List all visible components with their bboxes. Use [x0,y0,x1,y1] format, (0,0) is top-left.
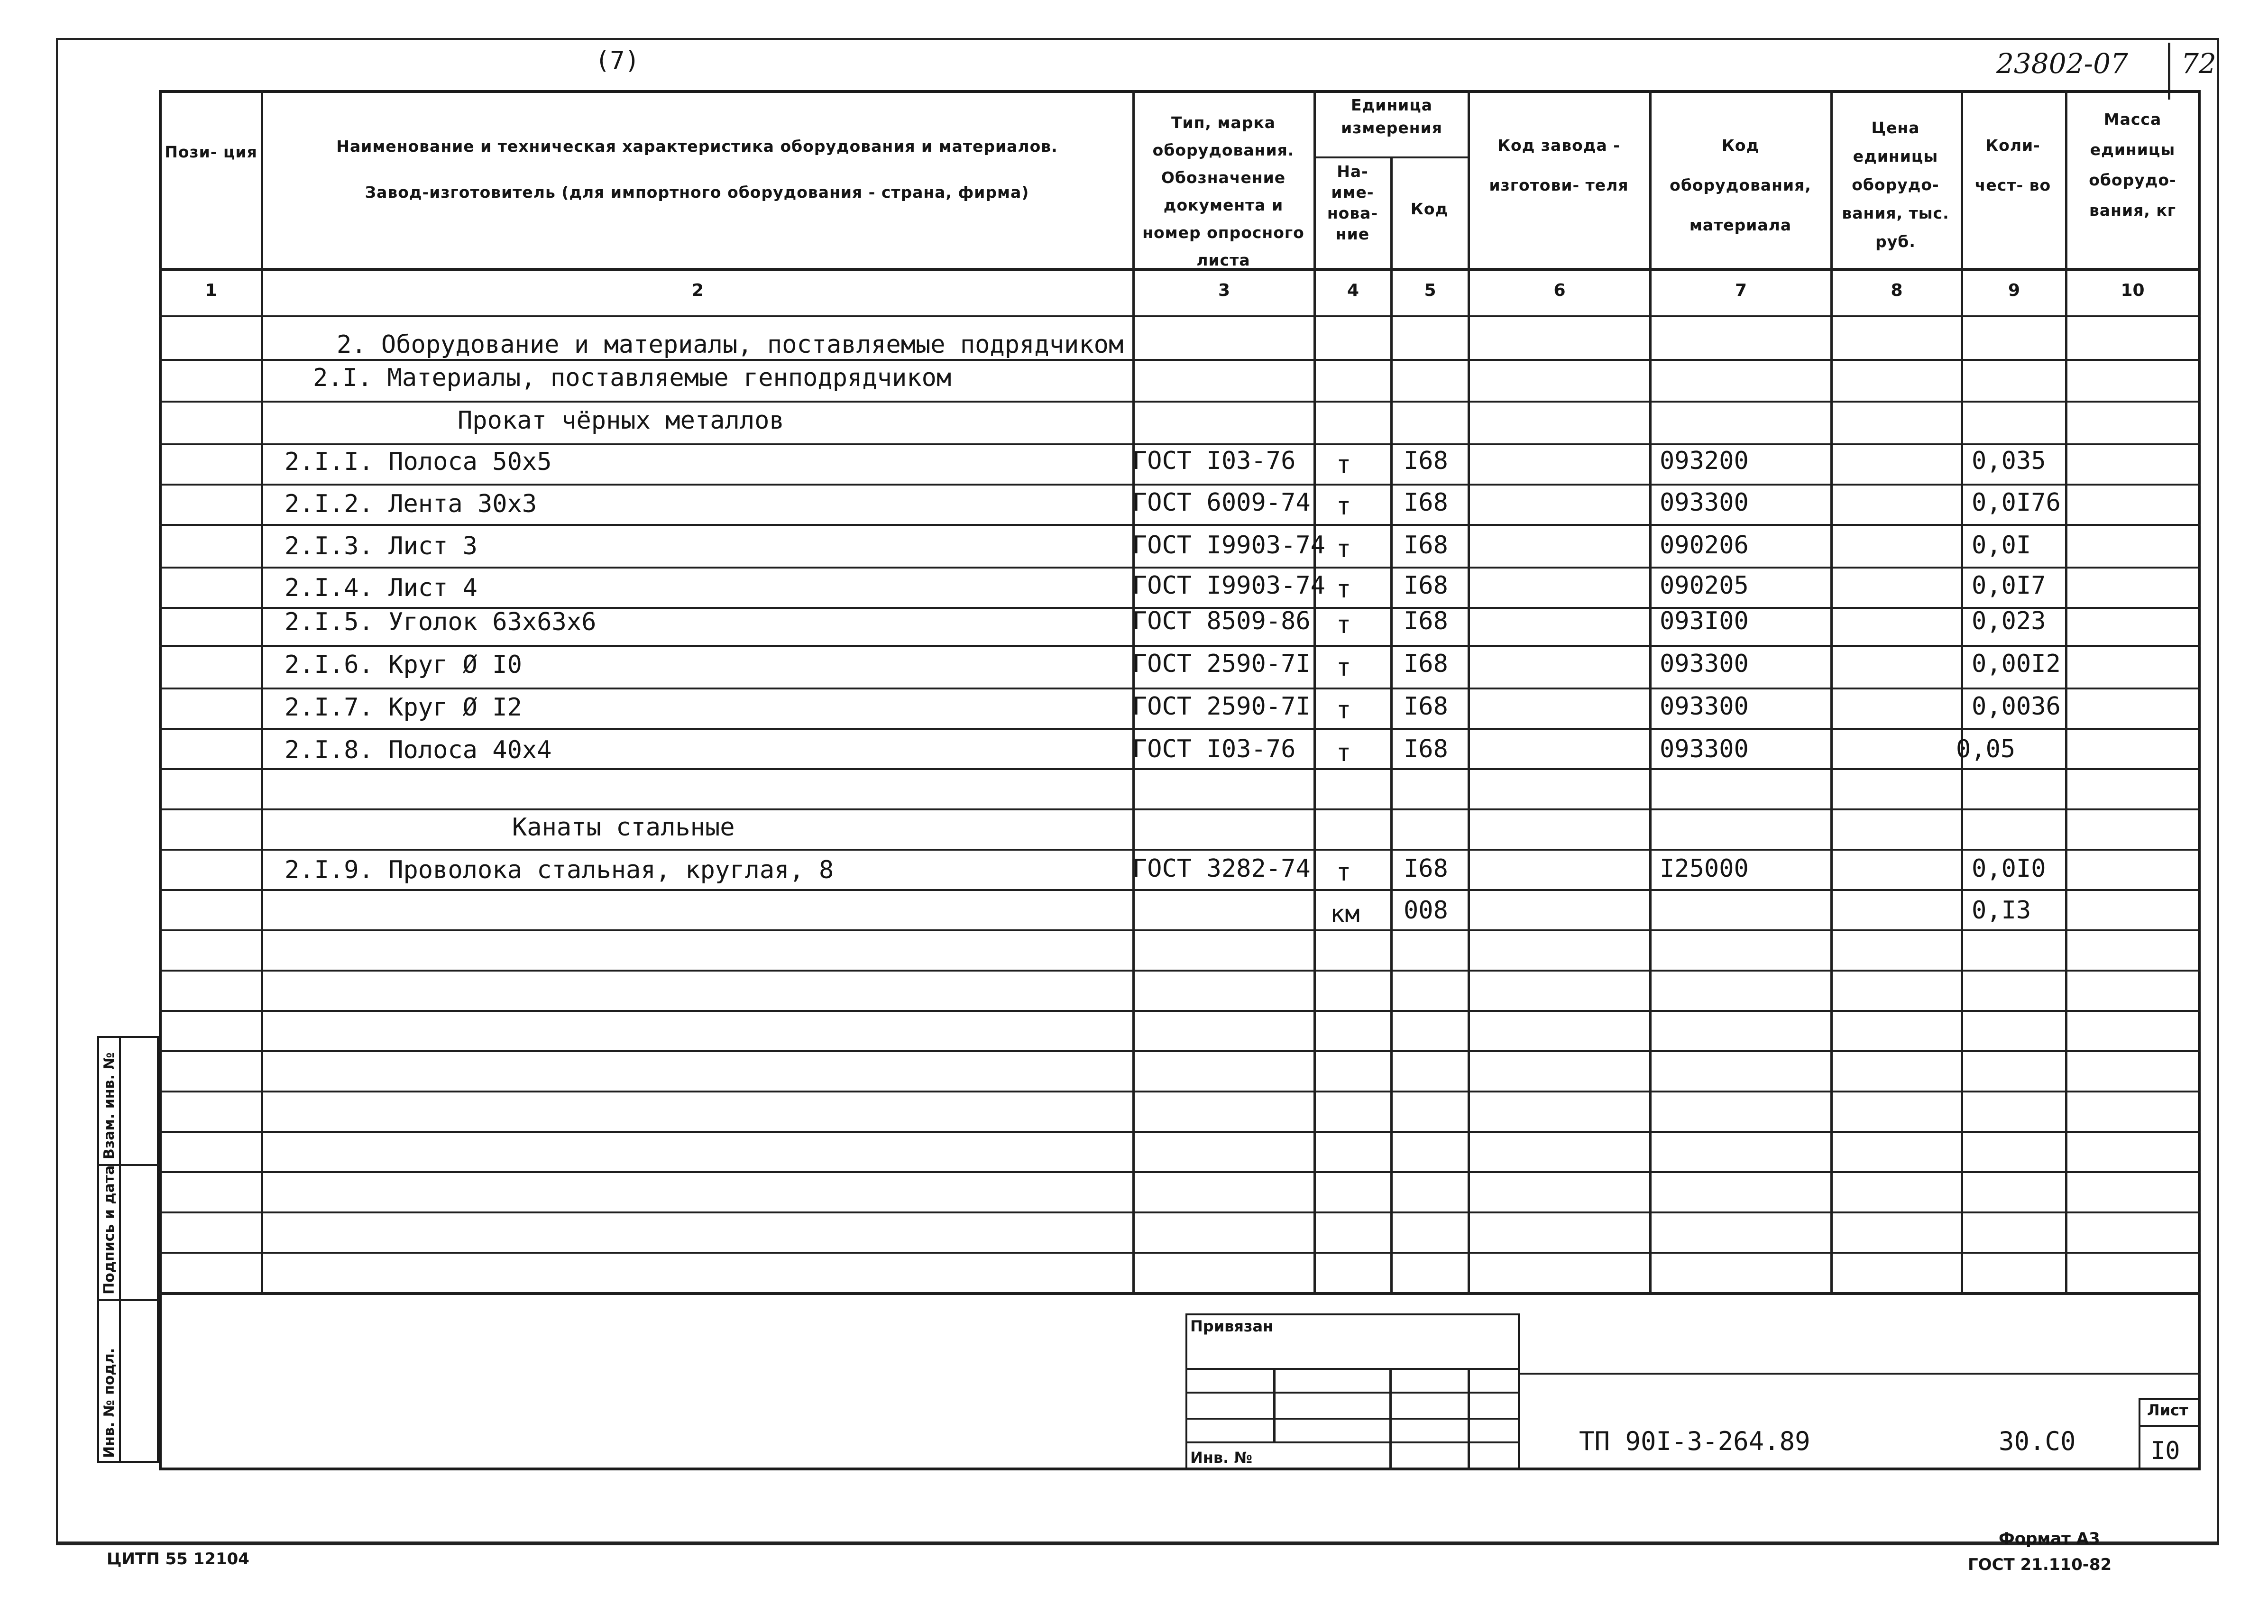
row-2-1-6-doc: ГОСТ 2590-7I [1132,650,1311,678]
row-2-1-3-code: I68 [1404,531,1448,560]
page-no-handwritten: 72 [2181,47,2216,80]
row-2-1-8-name: 2.I.8. Полоса 40х4 [285,736,552,764]
row-2-1-8-doc: ГОСТ I03-76 [1132,735,1296,763]
row-2-1-1-code: I68 [1404,447,1448,475]
row-2-1-5-unit: т [1336,611,1351,639]
row-2-1-8-qty: 0,05 [1956,735,2016,763]
row-2-1-5-name: 2.I.5. Уголок 63х63х6 [285,608,597,636]
row-line [159,1252,2201,1254]
colnum-7: 7 [1735,281,1747,300]
sheet-code: 30.С0 [1999,1426,2076,1456]
group-title-rolled-metal: Прокат чёрных металлов [458,406,784,435]
table-bottom-line [159,1292,2201,1295]
row-km-unit: км [1330,900,1360,928]
sheet-number-divider [2139,1425,2201,1427]
header-unit-code: Код [1410,200,1449,218]
doc-title: ТП 90I-3-264.89 [1579,1426,1810,1456]
row-2-1-9-unit: т [1336,858,1351,887]
colnum-9: 9 [2008,281,2020,300]
header-mass: Масса единицы оборудо- вания, кг [2089,110,2176,220]
row-line [159,1010,2201,1012]
row-2-1-5-qty: 0,023 [1972,607,2046,635]
side-label-replace-inv: Взам. инв. № [101,1052,118,1159]
row-line [159,443,2201,445]
row-2-1-2-doc: ГОСТ 6009-74 [1132,488,1311,517]
row-2-1-7-code: I68 [1404,692,1448,721]
section-title-2-1: 2.I. Материалы, поставляемые генподрядчиком [313,364,952,392]
row-line [159,688,2201,689]
row-line [159,768,2201,770]
section-title-2: 2. Оборудование и материалы, поставляемые подрядчиком [337,330,1124,359]
row-2-1-5-code: I68 [1404,607,1448,635]
side-label-inv-original: Инв. № подл. [101,1348,118,1458]
row-2-1-2-name: 2.I.2. Лента 30х3 [285,490,537,518]
doc-code-handwritten: 23802-07 [1996,47,2128,80]
row-2-1-1-qty: 0,035 [1972,447,2046,475]
row-line [159,1211,2201,1213]
row-line [159,484,2201,486]
row-line [159,1050,2201,1052]
row-2-1-8-mat: 093300 [1660,735,1749,763]
header-factory-code: Код завода - изготови- теля [1489,136,1629,194]
row-2-1-7-doc: ГОСТ 2590-7I [1132,692,1311,721]
unit-header-split [1313,156,1468,158]
row-2-1-9-name: 2.I.9. Проволока стальная, круглая, 8 [285,856,834,884]
row-2-1-1-doc: ГОСТ I03-76 [1132,447,1296,475]
row-2-1-4-mat: 090205 [1660,571,1749,600]
row-2-1-1-unit: т [1336,450,1351,479]
row-line [159,401,2201,403]
row-line [159,889,2201,891]
row-2-1-6-code: I68 [1404,650,1448,678]
sheet-number: I0 [2150,1437,2180,1465]
row-line [159,567,2201,569]
footer-citp: ЦИТП 55 12104 [107,1550,249,1569]
row-2-1-6-name: 2.I.6. Круг Ø I0 [285,651,522,679]
row-2-1-4-qty: 0,0I7 [1972,571,2046,600]
colnum-4: 4 [1347,281,1359,300]
row-line [159,645,2201,647]
colnum-2: 2 [691,281,704,300]
row-2-1-3-doc: ГОСТ I9903-74 [1132,531,1325,560]
col-line-4 [1390,156,1393,1292]
row-line [159,1131,2201,1133]
colnum-5: 5 [1424,281,1436,300]
row-2-1-6-qty: 0,00I2 [1972,650,2061,678]
page-number-paren: (7) [595,46,640,75]
footer-gost: ГОСТ 21.110-82 [1968,1555,2112,1574]
colnum-6: 6 [1553,281,1566,300]
row-line [159,808,2201,810]
row-2-1-4-doc: ГОСТ I9903-74 [1132,571,1325,600]
row-2-1-9-qty: 0,0I0 [1972,854,2046,883]
header-position: Пози- ция [165,143,257,161]
colnum-bottom-line [159,315,2201,317]
row-2-1-2-qty: 0,0I76 [1972,488,2061,517]
row-2-1-2-unit: т [1336,492,1351,521]
row-2-1-5-mat: 093I00 [1660,607,1749,635]
row-2-1-9-code: I68 [1404,854,1448,883]
row-km-code: 008 [1404,896,1448,925]
row-2-1-7-mat: 093300 [1660,692,1749,721]
side-label-divider [97,1299,159,1301]
row-line [159,728,2201,730]
stamp-inv-label: Инв. № [1190,1449,1252,1467]
row-2-1-5-doc: ГОСТ 8509-86 [1132,607,1311,635]
colnum-8: 8 [1891,281,1903,300]
stamp-privyazan-label: Привязан [1190,1317,1274,1335]
row-2-1-4-unit: т [1336,575,1351,604]
row-line [159,1091,2201,1092]
stamp-vline [1468,1368,1470,1470]
row-2-1-6-mat: 093300 [1660,650,1749,678]
row-line [159,929,2201,931]
group-title-steel-ropes: Канаты стальные [512,813,735,842]
header-doc-type: Тип, марка оборудования. Обозначение документа и номер опросного листа [1142,113,1304,269]
row-km-qty: 0,I3 [1972,896,2031,925]
header-unit-name: На- име- нова- ние [1327,162,1378,243]
header-name-line2: Завод-изготовитель (для импортного оборудования - страна, фирма) [365,183,1029,202]
row-2-1-9-mat: I25000 [1660,854,1749,883]
row-2-1-4-name: 2.I.4. Лист 4 [285,574,477,602]
header-price: Цена единицы оборудо- вания, тыс. руб. [1842,119,1949,251]
row-line [159,849,2201,851]
row-2-1-9-doc: ГОСТ 3282-74 [1132,854,1311,883]
titleblock-line [1520,1373,2201,1375]
row-2-1-2-code: I68 [1404,488,1448,517]
footer-format: Формат А3 [1999,1529,2100,1548]
row-2-1-4-code: I68 [1404,571,1448,600]
row-line [159,359,2201,361]
stamp-vline [1273,1368,1276,1441]
header-unit: Единица измерения [1341,96,1442,137]
row-2-1-8-code: I68 [1404,735,1448,763]
stamp-vline [1389,1368,1392,1470]
row-line [159,1171,2201,1173]
bottom-frame-line [56,1543,2219,1558]
row-2-1-3-qty: 0,0I [1972,531,2031,560]
row-2-1-7-unit: т [1336,696,1351,725]
row-2-1-1-mat: 093200 [1660,447,1749,475]
header-name-line1: Наименование и техническая характеристика оборудования и материалов. [336,137,1058,156]
row-2-1-6-unit: т [1336,653,1351,682]
row-2-1-2-mat: 093300 [1660,488,1749,517]
row-2-1-8-unit: т [1336,739,1351,767]
row-2-1-3-unit: т [1336,535,1351,563]
colnum-10: 10 [2121,281,2145,300]
sheet-label: Лист [2147,1401,2188,1419]
row-2-1-1-name: 2.I.I. Полоса 50х5 [285,448,552,476]
colnum-3: 3 [1218,281,1230,300]
row-2-1-3-mat: 090206 [1660,531,1749,560]
row-2-1-3-name: 2.I.3. Лист 3 [285,532,477,560]
row-2-1-7-name: 2.I.7. Круг Ø I2 [285,693,522,722]
header-material-code: Код оборудования, материала [1670,136,1811,234]
colnum-1: 1 [205,281,217,300]
row-line [159,524,2201,526]
row-line [159,970,2201,972]
side-label-signature-date: Подпись и дата [101,1165,118,1294]
header-quantity: Коли- чест- во [1974,136,2051,194]
row-2-1-7-qty: 0,0036 [1972,692,2061,721]
